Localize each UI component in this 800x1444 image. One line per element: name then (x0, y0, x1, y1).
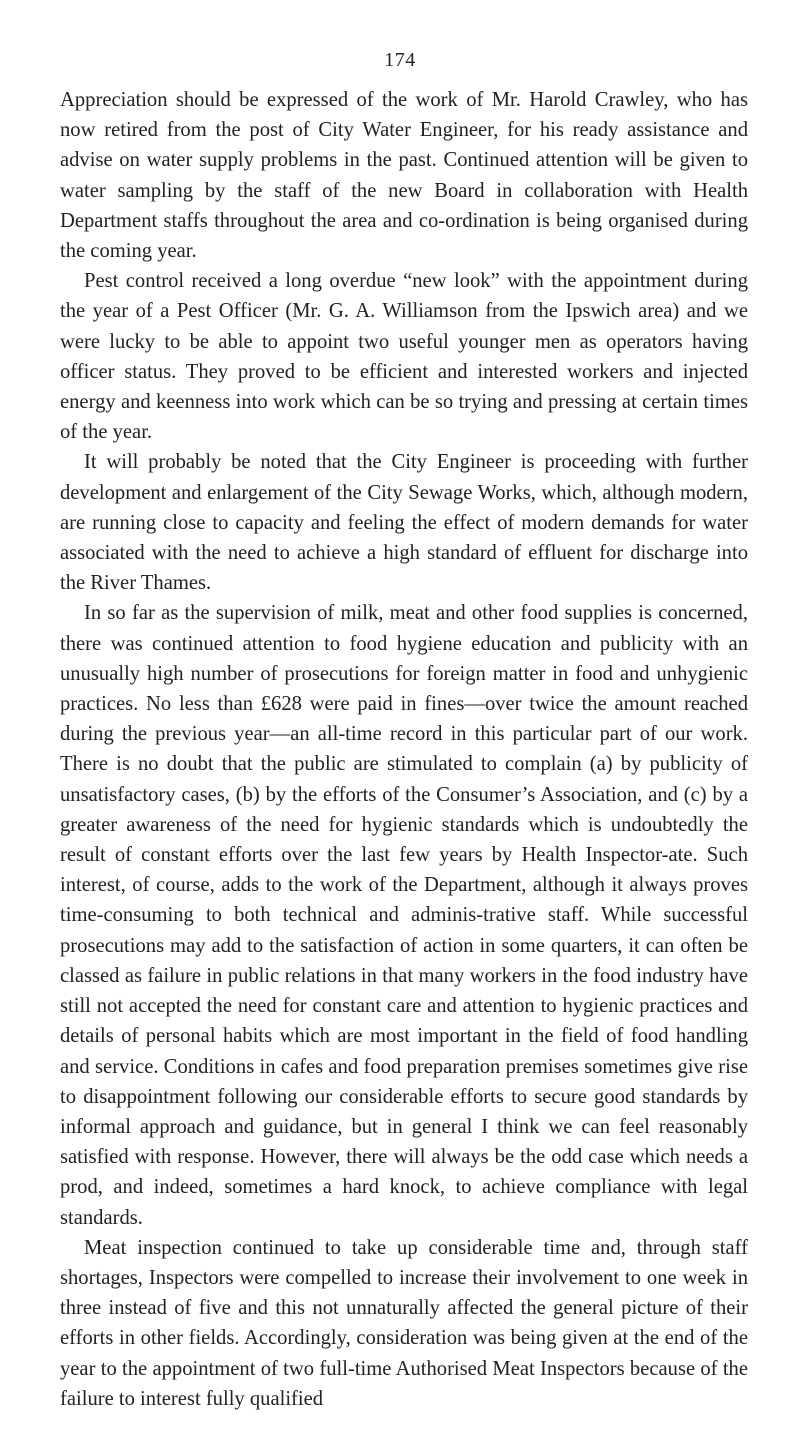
paragraph-food-supervision: In so far as the supervision of milk, meat and other food supplies is concerned, there was continued attention to food hygiene education and publicity with an unusually high number of prosecutions for foreign matter in food and unhygienic practices. No less than £628 were paid in fines—over twice the amount reached during the previous year—an all-time record in this particular part of our work. There is no doubt that the public are stimulated to complain (a) by publicity of unsatisfactory cases, (b) by the efforts of the Consumer’s Association, and (c) by a greater awareness of the need for hygienic standards which is undoubtedly the result of constant efforts over the last few years by Health Inspector-ate. Such interest, of course, adds to the work of the Department, although it always proves time-consuming to both technical and adminis-trative staff. While successful prosecutions may add to the satisfaction of action in some quarters, it can often be classed as failure in public relations in that many workers in the food industry have still not accepted the need for constant care and attention to hygienic practices and details of personal habits which are most important in the field of food handling and service. Conditions in cafes and food preparation premises sometimes give rise to disappointment following our considerable efforts to secure good standards by informal approach and guidance, but in general I think we can feel reasonably satisfied with response. However, there will always be the odd case which needs a prod, and indeed, sometimes a hard knock, to achieve compliance with legal standards. (60, 602, 748, 1229)
paragraph-water-engineer: Appreciation should be expressed of the work of Mr. Harold Crawley, who has now retired from the post of City Water Engineer, for his ready assistance and advise on water supply problems in the past. Continued attention will be given to water sampling by the staff of the new Board in collaboration with Health Department staffs throughout the area and co-ordination is being organised during the coming year. (60, 89, 748, 263)
paragraph-sewage-works: It will probably be noted that the City Engineer is proceeding with further development and enlargement of the City Sewage Works, which, although modern, are running close to capacity and feeling the effect of modern demands for water associated with the need to achieve a high standard of effluent for discharge into the River Thames. (60, 451, 748, 595)
paragraph-meat-inspection: Meat inspection continued to take up considerable time and, through staff shortages, Inspectors were compelled to increase their involvement to one week in three instead of five and this not unnaturally affected the general picture of their efforts in other fields. Accordingly, consideration was being given at the end of the year to the appointment of two full-time Authorised Meat Inspectors because of the failure to interest fully qualified (60, 1236, 748, 1410)
paragraph-pest-control: Pest control received a long overdue “new look” with the appointment during the year of a Pest Officer (Mr. G. A. Williamson from the Ipswich area) and we were lucky to be able to appoint two useful younger men as operators having officer status. They proved to be efficient and interested workers and injected energy and keenness into work which can be so trying and pressing at certain times of the year. (60, 270, 748, 444)
body-text (60, 85, 748, 1414)
page-number: 174 (384, 49, 416, 71)
